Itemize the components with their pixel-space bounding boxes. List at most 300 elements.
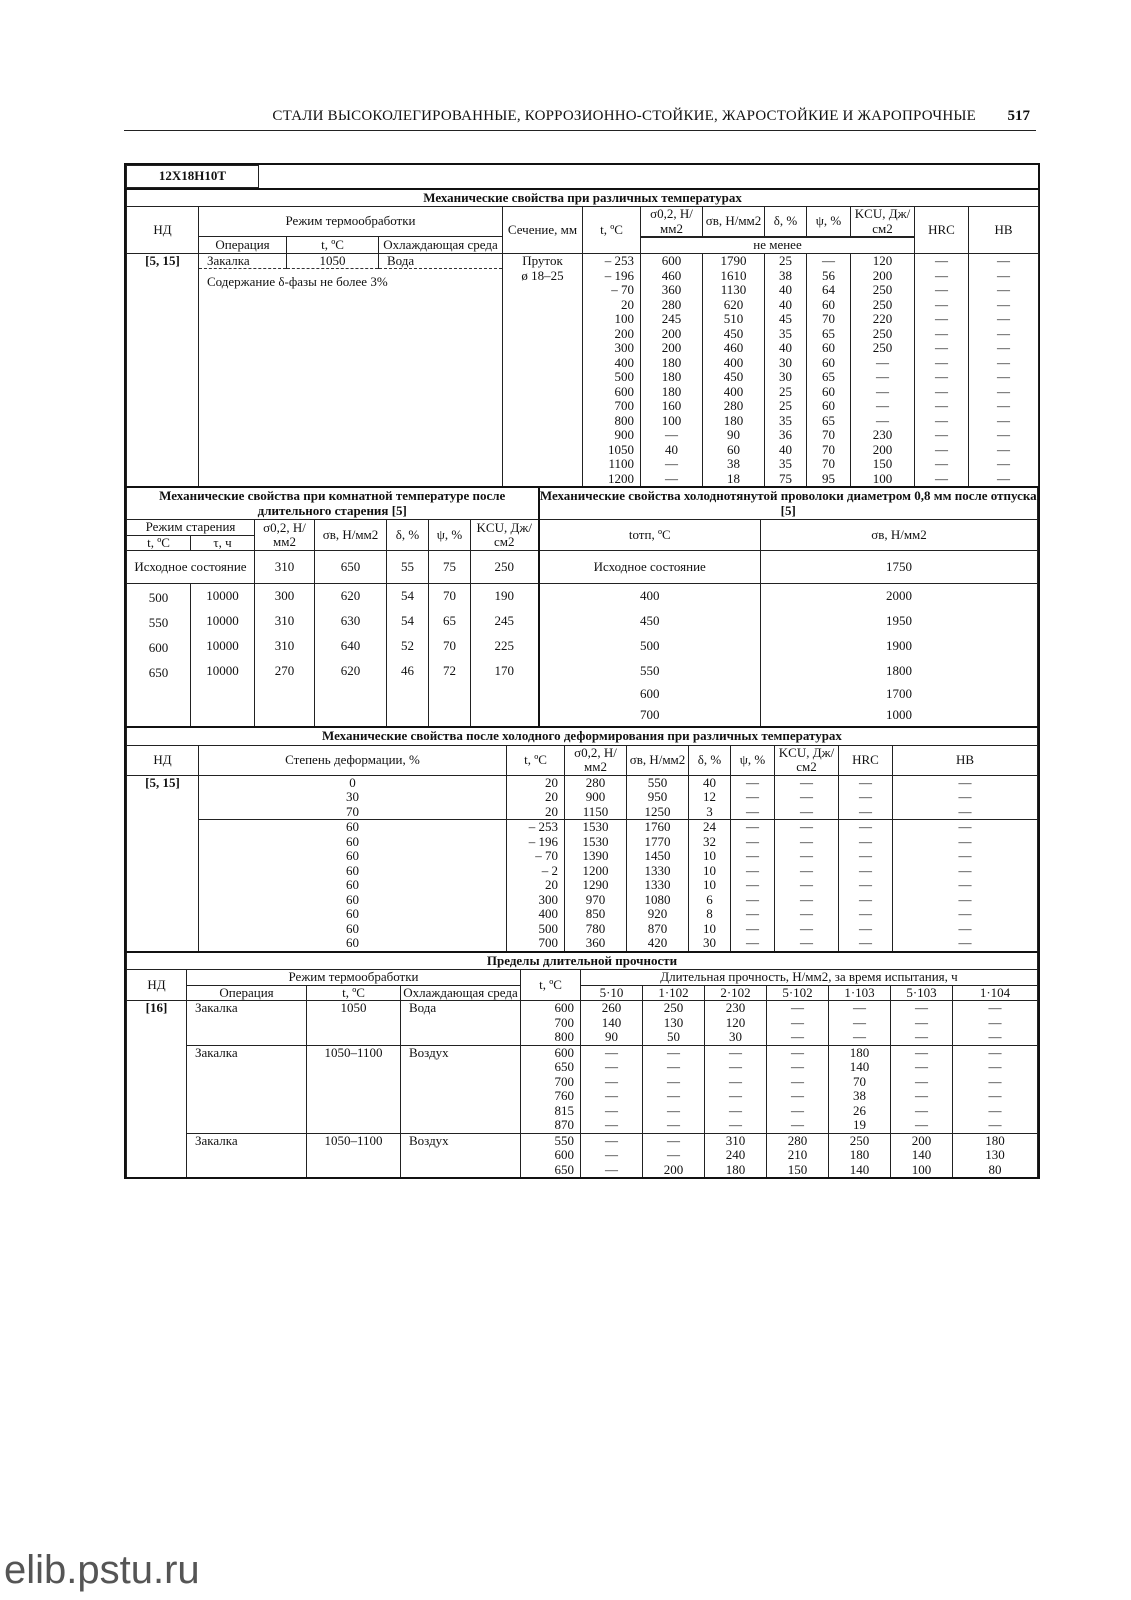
table-cell: Воздух: [401, 1133, 521, 1177]
table-cell: 600: [583, 385, 641, 400]
table-cell: 180: [705, 1163, 767, 1178]
table-cell: 60: [199, 820, 507, 835]
table-cell: —: [807, 253, 851, 269]
table-cell: 280: [767, 1133, 829, 1148]
table-cell: 1050: [583, 443, 641, 458]
table-cell: 650: [127, 659, 191, 684]
table-row: [127, 805, 1038, 820]
table-cell: 240: [705, 1148, 767, 1163]
table-cell: —: [643, 1104, 705, 1119]
table-cell: 245: [471, 609, 539, 634]
table-cell: —: [731, 893, 775, 908]
table-cell: —: [969, 428, 1039, 443]
table-cell: 60: [199, 922, 507, 937]
table-cell: 19: [829, 1118, 891, 1133]
table-cell: 72: [429, 659, 471, 684]
table-cell: —: [893, 893, 1038, 908]
table-cell: 60: [807, 399, 851, 414]
table-cell: 140: [829, 1163, 891, 1178]
table-cell: 400: [703, 385, 765, 400]
table-cell: Содержание δ-фазы не более 3%: [199, 269, 503, 487]
col-header: HRC: [915, 207, 969, 254]
col-header: ψ, %: [731, 745, 775, 775]
table-cell: 1800: [761, 659, 1038, 684]
table-cell: —: [915, 341, 969, 356]
table-cell: —: [891, 1075, 953, 1090]
page-number: 517: [1007, 108, 1030, 124]
col-header: t, ºC: [287, 237, 379, 254]
table-cell: 600: [521, 1001, 581, 1016]
table-cell: —: [705, 1060, 767, 1075]
table-cell: 230: [705, 1001, 767, 1016]
col-header: 1·102: [643, 985, 705, 1001]
table-cell: 500: [539, 634, 761, 659]
table-cell: Закалка: [187, 1045, 307, 1133]
properties-sheet: [124, 163, 1040, 1179]
col-header: KCU, Дж/см2: [775, 745, 839, 775]
empty-cell: [471, 705, 539, 726]
table-cell: —: [643, 1060, 705, 1075]
table-cell: —: [915, 327, 969, 342]
col-header: t, ºC: [521, 970, 581, 1001]
table-cell: 10000: [191, 609, 255, 634]
table-cell: —: [953, 1118, 1038, 1133]
table-cell: —: [851, 414, 915, 429]
table-cell: 300: [507, 893, 565, 908]
col-header: δ, %: [765, 207, 807, 237]
table-cell: 780: [565, 922, 627, 937]
table-cell: 200: [891, 1133, 953, 1148]
table-row: [127, 609, 1038, 634]
table-cell: 70: [807, 428, 851, 443]
table-cell: —: [581, 1089, 643, 1104]
col-header: KCU, Дж/см2: [471, 520, 539, 551]
table-cell: —: [969, 443, 1039, 458]
table-cell: Пруток: [503, 253, 583, 269]
table-cell: 130: [953, 1148, 1038, 1163]
table-cell: —: [581, 1104, 643, 1119]
table-cell: 280: [703, 399, 765, 414]
table-cell: —: [731, 922, 775, 937]
table-cell: 1050–1100: [307, 1133, 401, 1177]
table-cell: —: [731, 864, 775, 879]
col-header: Охлаждающая среда: [401, 985, 521, 1001]
table-cell: —: [775, 775, 839, 790]
table-cell: —: [731, 835, 775, 850]
col-header: ψ, %: [429, 520, 471, 551]
grade-table: [126, 165, 1038, 188]
table-cell: 700: [539, 705, 761, 726]
table-cell: 700: [507, 936, 565, 951]
table-cell: 700: [521, 1016, 581, 1031]
table-cell: 130: [643, 1016, 705, 1031]
table-row: [127, 907, 1038, 922]
table-cell: 65: [807, 370, 851, 385]
table-cell: Вода: [401, 1001, 521, 1046]
table-cell: —: [891, 1045, 953, 1060]
table-cell: 850: [565, 907, 627, 922]
table-row: [127, 790, 1038, 805]
table-row: [127, 1001, 1038, 1016]
table-cell: —: [641, 428, 703, 443]
table-cell: 60: [807, 298, 851, 313]
empty-cell: [471, 684, 539, 705]
table-row: [127, 922, 1038, 937]
table-cell: —: [775, 907, 839, 922]
table-cell: 550: [521, 1133, 581, 1148]
table-cell: Вода: [379, 253, 503, 269]
table-cell: 75: [765, 472, 807, 487]
table-cell: —: [705, 1118, 767, 1133]
table-cell: 600: [521, 1045, 581, 1060]
col-header: Режим термообработки: [199, 207, 503, 237]
col-header: t, ºC: [507, 745, 565, 775]
table-cell: —: [915, 370, 969, 385]
table-row: [127, 634, 1038, 659]
table-cell: 270: [255, 659, 315, 684]
table-cell: 100: [851, 472, 915, 487]
empty-cell: [429, 684, 471, 705]
table-cell: 100: [891, 1163, 953, 1178]
table-cell: 38: [829, 1089, 891, 1104]
running-title: СТАЛИ ВЫСОКОЛЕГИРОВАННЫЕ, КОРРОЗИОННО-СТОЙКИЕ, ЖАРОСТОЙКИЕ И ЖАРОПРОЧНЫЕ: [272, 108, 976, 124]
table-cell: 70: [429, 584, 471, 610]
table-cell: —: [915, 443, 969, 458]
table-cell: —: [969, 399, 1039, 414]
table-cell: ø 18–25: [503, 269, 583, 487]
table-cell: 970: [565, 893, 627, 908]
table-cell: 250: [643, 1001, 705, 1016]
table-cell: 500: [507, 922, 565, 937]
table-cell: 60: [199, 893, 507, 908]
table-cell: —: [915, 298, 969, 313]
table-cell: 600: [641, 253, 703, 269]
col-header: t, ºC: [307, 985, 401, 1001]
table-cell: —: [891, 1118, 953, 1133]
table-cell: —: [581, 1118, 643, 1133]
table-cell: —: [893, 835, 1038, 850]
table-cell: 2000: [761, 584, 1038, 610]
table-cell: 630: [315, 609, 387, 634]
empty-cell: [315, 684, 387, 705]
table-cell: 54: [387, 584, 429, 610]
table-cell: 35: [765, 457, 807, 472]
table-cell: 60: [199, 864, 507, 879]
table-cell: 460: [703, 341, 765, 356]
table-cell: 60: [199, 878, 507, 893]
table-cell: 60: [807, 341, 851, 356]
table-cell: 6: [689, 893, 731, 908]
table-row: [127, 1133, 1038, 1148]
table-cell: 870: [627, 922, 689, 937]
table-cell: 56: [807, 269, 851, 284]
table-cell: 900: [583, 428, 641, 443]
table-cell: 620: [315, 584, 387, 610]
col-header: σв, Н/мм2: [703, 207, 765, 237]
table-cell: 20: [507, 790, 565, 805]
table-cell: —: [641, 457, 703, 472]
table-cell: —: [581, 1060, 643, 1075]
table-cell: —: [767, 1016, 829, 1031]
empty-cell: [315, 705, 387, 726]
table-cell: 230: [851, 428, 915, 443]
table-cell: 650: [521, 1060, 581, 1075]
table-cell: 52: [387, 634, 429, 659]
table-cell: 310: [705, 1133, 767, 1148]
table-cell: 310: [255, 609, 315, 634]
table-cell: —: [767, 1001, 829, 1016]
table-cell: 20: [507, 805, 565, 820]
table-cell: – 253: [583, 253, 641, 269]
table-cell: —: [953, 1030, 1038, 1045]
table-cell: 180: [703, 414, 765, 429]
table-cell: —: [839, 864, 893, 879]
table-cell: 640: [315, 634, 387, 659]
table-cell: 70: [829, 1075, 891, 1090]
table-cell: 25: [765, 385, 807, 400]
table-cell: 900: [565, 790, 627, 805]
watermark: elib.pstu.ru: [4, 1548, 200, 1592]
empty-cell: [387, 684, 429, 705]
table-cell: —: [969, 385, 1039, 400]
table-cell: —: [839, 893, 893, 908]
table-cell: 250: [851, 327, 915, 342]
table-cell: 1330: [627, 864, 689, 879]
table-cell: 1700: [761, 684, 1038, 705]
table-cell: 10: [689, 922, 731, 937]
table-cell: 45: [765, 312, 807, 327]
table-cell: —: [829, 1001, 891, 1016]
table-cell: 200: [643, 1163, 705, 1178]
table-cell: Закалка: [187, 1133, 307, 1177]
table-cell: 460: [641, 269, 703, 284]
table-cell: 180: [829, 1045, 891, 1060]
table-cell: 1750: [761, 551, 1038, 584]
table-cell: 1200: [583, 472, 641, 487]
table-cell: 150: [767, 1163, 829, 1178]
table-cell: 220: [851, 312, 915, 327]
table-cell: 120: [851, 253, 915, 269]
table-cell: 120: [705, 1016, 767, 1031]
table-cell: 10: [689, 864, 731, 879]
table-cell: 550: [627, 775, 689, 790]
table-cell: 38: [765, 269, 807, 284]
table-cell: 90: [703, 428, 765, 443]
table-cell: 400: [507, 907, 565, 922]
table-cell: —: [705, 1104, 767, 1119]
col-header: НД: [127, 745, 199, 775]
section-title: Механические свойства при комнатной температуре после длительного старения [5]: [127, 487, 539, 520]
table-cell: —: [891, 1016, 953, 1031]
table-cell: 260: [581, 1001, 643, 1016]
table-cell: – 2: [507, 864, 565, 879]
table-cell: 30: [705, 1030, 767, 1045]
col-header: σв, Н/мм2: [627, 745, 689, 775]
table-cell: —: [891, 1060, 953, 1075]
table-cell: Закалка: [187, 1001, 307, 1046]
table-cell: 620: [703, 298, 765, 313]
table-cell: —: [915, 356, 969, 371]
table-cell: —: [969, 312, 1039, 327]
table-cell: 200: [641, 341, 703, 356]
table-cell: —: [969, 341, 1039, 356]
table-cell: —: [969, 472, 1039, 487]
table-cell: —: [731, 907, 775, 922]
table-cell: 20: [507, 878, 565, 893]
table-cell: – 70: [583, 283, 641, 298]
table-cell: —: [731, 849, 775, 864]
col-header: Длительная прочность, Н/мм2, за время испытания, ч: [581, 970, 1038, 986]
table-cell: 920: [627, 907, 689, 922]
table-cell: —: [969, 327, 1039, 342]
table-cell: —: [767, 1045, 829, 1060]
table-cell: —: [581, 1148, 643, 1163]
empty-cell: [191, 684, 255, 705]
table-cell: —: [969, 356, 1039, 371]
col-header: Степень деформации, %: [199, 745, 507, 775]
table-cell: —: [705, 1075, 767, 1090]
table-cell: —: [891, 1104, 953, 1119]
table-cell: 210: [767, 1148, 829, 1163]
running-header: [124, 106, 1036, 131]
table-cell: —: [643, 1089, 705, 1104]
table-cell: —: [969, 457, 1039, 472]
table-cell: 1290: [565, 878, 627, 893]
table-cell: 40: [765, 283, 807, 298]
table-cell: 70: [807, 312, 851, 327]
table-cell: 140: [581, 1016, 643, 1031]
table-cell: 150: [851, 457, 915, 472]
table-cell: —: [839, 878, 893, 893]
table-cell: —: [643, 1118, 705, 1133]
table-cell: 250: [829, 1133, 891, 1148]
table-cell: 310: [255, 634, 315, 659]
table-cell: —: [915, 428, 969, 443]
table-cell: —: [839, 849, 893, 864]
table-cell: —: [839, 922, 893, 937]
table-cell: 20: [507, 775, 565, 790]
table-cell: 100: [583, 312, 641, 327]
table-row: [127, 893, 1038, 908]
table-cell: —: [775, 878, 839, 893]
table-cell: 24: [689, 820, 731, 835]
table-cell: 700: [583, 399, 641, 414]
col-header: 5·102: [767, 985, 829, 1001]
table-cell: —: [839, 907, 893, 922]
table-cell: 160: [641, 399, 703, 414]
table-cell: 30: [765, 356, 807, 371]
table-cell: 1050: [307, 1001, 401, 1046]
table-cell: 32: [689, 835, 731, 850]
table-cell: —: [893, 775, 1038, 790]
table-cell: —: [851, 370, 915, 385]
table-cell: —: [731, 936, 775, 951]
table-row: [127, 936, 1038, 951]
table-cell: 60: [703, 443, 765, 458]
table-cell: 420: [627, 936, 689, 951]
creep-strength-table: [126, 951, 1038, 1178]
table-cell: 180: [641, 370, 703, 385]
table-cell: 620: [315, 659, 387, 684]
table-cell: —: [969, 283, 1039, 298]
table-cell: —: [775, 922, 839, 937]
table-cell: 40: [765, 298, 807, 313]
table-cell: 650: [521, 1163, 581, 1178]
aging-wire-table: [126, 486, 1038, 726]
table-cell: —: [953, 1089, 1038, 1104]
table-cell: —: [915, 385, 969, 400]
table-cell: 450: [703, 327, 765, 342]
table-row: [127, 820, 1038, 835]
table-cell: 300: [255, 584, 315, 610]
table-cell: —: [775, 893, 839, 908]
table-cell: 35: [765, 414, 807, 429]
section-title: Механические свойства при различных температурах: [127, 189, 1039, 207]
table-cell: 40: [765, 341, 807, 356]
table-cell: —: [581, 1133, 643, 1148]
col-header: Операция: [199, 237, 287, 254]
table-cell: 250: [851, 298, 915, 313]
table-cell: 870: [521, 1118, 581, 1133]
table-cell: 400: [703, 356, 765, 371]
table-cell: 1050–1100: [307, 1045, 401, 1133]
table-cell: —: [829, 1016, 891, 1031]
table-cell: 245: [641, 312, 703, 327]
table-cell: —: [893, 864, 1038, 879]
table-cell: —: [891, 1001, 953, 1016]
col-header: Операция: [187, 985, 307, 1001]
table-cell: —: [969, 370, 1039, 385]
table-row: [127, 1045, 1038, 1060]
table-cell: —: [893, 907, 1038, 922]
table-cell: —: [705, 1089, 767, 1104]
col-header: σв, Н/мм2: [761, 520, 1038, 551]
table-cell: —: [775, 936, 839, 951]
col-header: σ0,2, Н/мм2: [565, 745, 627, 775]
empty-cell: [127, 705, 191, 726]
table-cell: 1790: [703, 253, 765, 269]
table-cell: —: [839, 790, 893, 805]
table-cell: —: [839, 936, 893, 951]
table-cell: 70: [429, 634, 471, 659]
table-cell: 30: [199, 790, 507, 805]
col-header: t, ºC: [583, 207, 641, 254]
min-label: не менее: [641, 238, 915, 254]
table-cell: 50: [643, 1030, 705, 1045]
table-cell: —: [953, 1060, 1038, 1075]
table-cell: 1330: [627, 878, 689, 893]
table-cell: —: [731, 775, 775, 790]
table-cell: 26: [829, 1104, 891, 1119]
table-cell: 1450: [627, 849, 689, 864]
table-cell: —: [767, 1060, 829, 1075]
table-cell: 1000: [761, 705, 1038, 726]
table-row: [127, 864, 1038, 879]
col-header: δ, %: [689, 745, 731, 775]
table-cell: —: [705, 1045, 767, 1060]
table-cell: 815: [521, 1104, 581, 1119]
table-cell: —: [969, 269, 1039, 284]
table-cell: 200: [583, 327, 641, 342]
table-cell: —: [767, 1118, 829, 1133]
table-cell: —: [953, 1016, 1038, 1031]
table-cell: 65: [807, 327, 851, 342]
table-cell: 360: [565, 936, 627, 951]
table-cell: 10000: [191, 584, 255, 610]
table-cell: —: [581, 1045, 643, 1060]
table-cell: 8: [689, 907, 731, 922]
table-cell: [5, 15]: [127, 775, 199, 951]
